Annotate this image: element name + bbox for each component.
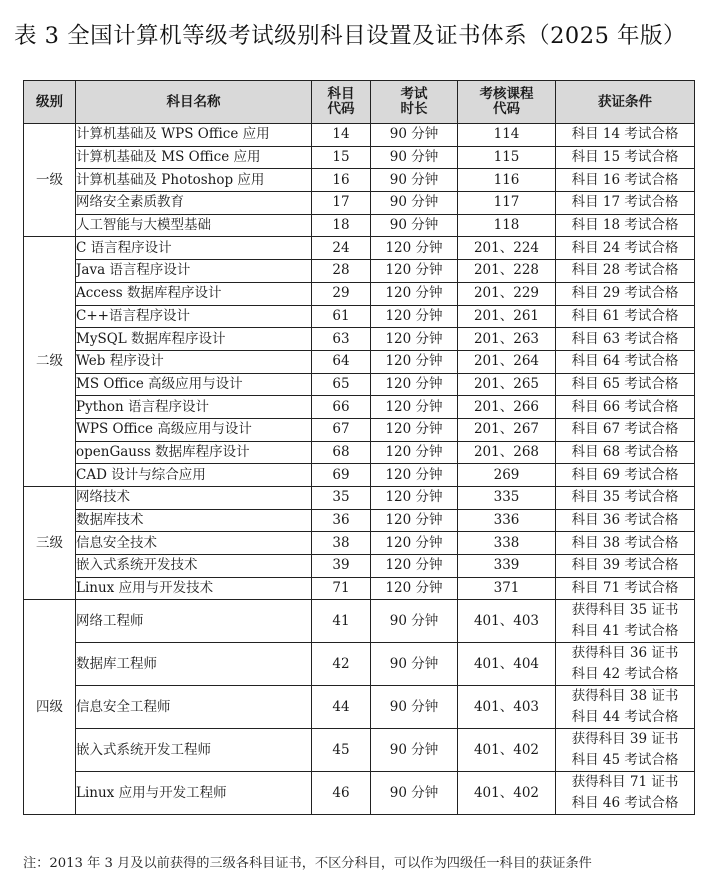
- course-code: 201、261: [458, 305, 556, 328]
- course-code: 201、264: [458, 350, 556, 373]
- subject-code: 41: [312, 600, 371, 643]
- subject-name: Web 程序设计: [76, 350, 312, 373]
- subject-name: Java 语言程序设计: [76, 260, 312, 283]
- subject-name: 计算机基础及 Photoshop 应用: [76, 169, 312, 192]
- certification-condition: 科目 66 考试合格: [556, 396, 695, 419]
- table-row: [24, 487, 695, 510]
- exam-duration: 120 分钟: [371, 532, 458, 555]
- subject-code: 17: [312, 192, 371, 215]
- course-code: 401、402: [458, 729, 556, 772]
- table-row: [24, 729, 695, 772]
- subject-code: 35: [312, 487, 371, 510]
- exam-duration: 120 分钟: [371, 282, 458, 305]
- certification-condition: 科目 36 考试合格: [556, 509, 695, 532]
- certification-condition: 科目 15 考试合格: [556, 146, 695, 169]
- exam-duration: 90 分钟: [371, 214, 458, 237]
- course-code: 116: [458, 169, 556, 192]
- course-code: 201、267: [458, 418, 556, 441]
- table-row: [24, 772, 695, 815]
- course-code: 118: [458, 214, 556, 237]
- exam-duration: 120 分钟: [371, 237, 458, 260]
- subject-name: 网络安全素质教育: [76, 192, 312, 215]
- exam-duration: 90 分钟: [371, 729, 458, 772]
- header-level: 级别: [24, 81, 76, 124]
- table-row: [24, 192, 695, 215]
- certification-condition: 科目 35 考试合格: [556, 487, 695, 510]
- subject-code: 67: [312, 418, 371, 441]
- table-row: [24, 643, 695, 686]
- table-row: [24, 396, 695, 419]
- subject-code: 42: [312, 643, 371, 686]
- table-header-row: [24, 81, 695, 124]
- subject-code: 71: [312, 577, 371, 600]
- subject-name: 网络技术: [76, 487, 312, 510]
- subject-code: 45: [312, 729, 371, 772]
- table-row: [24, 577, 695, 600]
- subject-code: 64: [312, 350, 371, 373]
- condition-line1: 获得科目 38 证书: [571, 688, 679, 705]
- table-row: [24, 124, 695, 147]
- certification-condition: 科目 39 考试合格: [556, 555, 695, 578]
- condition-line1: 获得科目 71 证书: [571, 774, 679, 791]
- subject-name: 网络工程师: [76, 600, 312, 643]
- subject-code: 24: [312, 237, 371, 260]
- table-row: [24, 305, 695, 328]
- subject-code: 63: [312, 328, 371, 351]
- condition-line2: 科目 46 考试合格: [571, 795, 679, 812]
- subject-name: Python 语言程序设计: [76, 396, 312, 419]
- exam-duration: 120 分钟: [371, 577, 458, 600]
- table-row: [24, 686, 695, 729]
- exam-duration: 120 分钟: [371, 350, 458, 373]
- exam-duration: 120 分钟: [371, 418, 458, 441]
- exam-duration: 120 分钟: [371, 487, 458, 510]
- table-row: [24, 169, 695, 192]
- certification-condition: 科目 28 考试合格: [556, 260, 695, 283]
- subject-name: C++语言程序设计: [76, 305, 312, 328]
- certification-condition: 科目 67 考试合格: [556, 418, 695, 441]
- header-condition: 获证条件: [556, 81, 695, 124]
- subject-code: 36: [312, 509, 371, 532]
- exam-duration: 90 分钟: [371, 192, 458, 215]
- table-row: [24, 328, 695, 351]
- subject-name: Linux 应用与开发技术: [76, 577, 312, 600]
- table-row: [24, 350, 695, 373]
- subject-code: 14: [312, 124, 371, 147]
- subject-code: 66: [312, 396, 371, 419]
- course-code: 201、268: [458, 441, 556, 464]
- subject-name: 嵌入式系统开发工程师: [76, 729, 312, 772]
- course-code: 335: [458, 487, 556, 510]
- course-code: 339: [458, 555, 556, 578]
- certification-condition: [556, 600, 695, 643]
- exam-duration: 120 分钟: [371, 260, 458, 283]
- table-body: [24, 124, 695, 815]
- certification-condition: 科目 29 考试合格: [556, 282, 695, 305]
- subject-name: C 语言程序设计: [76, 237, 312, 260]
- table-row: [24, 600, 695, 643]
- header-duration: [371, 81, 458, 124]
- exam-duration: 120 分钟: [371, 464, 458, 487]
- exam-duration: 120 分钟: [371, 328, 458, 351]
- exam-duration: 120 分钟: [371, 441, 458, 464]
- subject-name: MySQL 数据库程序设计: [76, 328, 312, 351]
- subject-name: 计算机基础及 MS Office 应用: [76, 146, 312, 169]
- header-duration-line1: 考试: [400, 86, 428, 102]
- certification-condition: 科目 71 考试合格: [556, 577, 695, 600]
- condition-line1: 获得科目 39 证书: [571, 731, 679, 748]
- subject-name: 信息安全工程师: [76, 686, 312, 729]
- course-code: 201、265: [458, 373, 556, 396]
- subject-name: WPS Office 高级应用与设计: [76, 418, 312, 441]
- subject-name: 计算机基础及 WPS Office 应用: [76, 124, 312, 147]
- subject-name: 嵌入式系统开发技术: [76, 555, 312, 578]
- header-course-code: [458, 81, 556, 124]
- table-row: [24, 282, 695, 305]
- certification-condition: 科目 64 考试合格: [556, 350, 695, 373]
- certification-condition: [556, 772, 695, 815]
- table-row: [24, 373, 695, 396]
- subject-code: 69: [312, 464, 371, 487]
- table-row: [24, 146, 695, 169]
- subject-code: 46: [312, 772, 371, 815]
- exam-duration: 90 分钟: [371, 146, 458, 169]
- subject-code: 18: [312, 214, 371, 237]
- table-row: [24, 509, 695, 532]
- course-code: 201、228: [458, 260, 556, 283]
- subject-code: 65: [312, 373, 371, 396]
- subject-name: 信息安全技术: [76, 532, 312, 555]
- subject-name: 数据库技术: [76, 509, 312, 532]
- subject-code: 16: [312, 169, 371, 192]
- course-code: 336: [458, 509, 556, 532]
- condition-line2: 科目 42 考试合格: [571, 666, 679, 683]
- subject-code: 44: [312, 686, 371, 729]
- table-row: [24, 464, 695, 487]
- exam-duration: 90 分钟: [371, 124, 458, 147]
- exam-duration: 120 分钟: [371, 305, 458, 328]
- header-duration-line2: 时长: [400, 101, 428, 117]
- exam-subject-table: [23, 80, 695, 815]
- certification-condition: 科目 69 考试合格: [556, 464, 695, 487]
- subject-name: 数据库工程师: [76, 643, 312, 686]
- table-row: [24, 418, 695, 441]
- footnote: 注：2013 年 3 月及以前获得的三级各科目证书，不区分科目，可以作为四级任一科目的获证条件: [23, 856, 592, 871]
- exam-duration: 90 分钟: [371, 169, 458, 192]
- certification-condition: 科目 24 考试合格: [556, 237, 695, 260]
- certification-condition: 科目 65 考试合格: [556, 373, 695, 396]
- course-code: 201、224: [458, 237, 556, 260]
- header-code-line2: 代码: [327, 101, 355, 117]
- subject-name: Linux 应用与开发工程师: [76, 772, 312, 815]
- exam-duration: 90 分钟: [371, 686, 458, 729]
- course-code: 338: [458, 532, 556, 555]
- table-row: [24, 237, 695, 260]
- certification-condition: 科目 16 考试合格: [556, 169, 695, 192]
- table-row: [24, 260, 695, 283]
- header-code-line1: 科目: [327, 86, 355, 102]
- course-code: 371: [458, 577, 556, 600]
- certification-condition: [556, 643, 695, 686]
- course-code: 201、229: [458, 282, 556, 305]
- table-title: 表 3 全国计算机等级考试级别科目设置及证书体系（2025 年版）: [14, 23, 687, 49]
- header-course-line1: 考核课程: [479, 86, 534, 102]
- certification-condition: 科目 38 考试合格: [556, 532, 695, 555]
- certification-condition: 科目 17 考试合格: [556, 192, 695, 215]
- exam-duration: 120 分钟: [371, 509, 458, 532]
- table-row: [24, 214, 695, 237]
- condition-line2: 科目 41 考试合格: [571, 623, 679, 640]
- subject-code: 39: [312, 555, 371, 578]
- subject-name: CAD 设计与综合应用: [76, 464, 312, 487]
- condition-line1: 获得科目 36 证书: [571, 645, 679, 662]
- certification-condition: [556, 729, 695, 772]
- subject-name: Access 数据库程序设计: [76, 282, 312, 305]
- subject-name: 人工智能与大模型基础: [76, 214, 312, 237]
- certification-condition: [556, 686, 695, 729]
- subject-name: MS Office 高级应用与设计: [76, 373, 312, 396]
- exam-duration: 120 分钟: [371, 396, 458, 419]
- course-code: 114: [458, 124, 556, 147]
- subject-code: 29: [312, 282, 371, 305]
- exam-duration: 90 分钟: [371, 600, 458, 643]
- course-code: 401、404: [458, 643, 556, 686]
- course-code: 201、263: [458, 328, 556, 351]
- certification-condition: 科目 18 考试合格: [556, 214, 695, 237]
- exam-duration: 120 分钟: [371, 555, 458, 578]
- subject-code: 28: [312, 260, 371, 283]
- certification-condition: 科目 63 考试合格: [556, 328, 695, 351]
- course-code: 201、266: [458, 396, 556, 419]
- subject-code: 68: [312, 441, 371, 464]
- certification-condition: 科目 68 考试合格: [556, 441, 695, 464]
- level-cell: 三级: [24, 487, 76, 600]
- table-row: [24, 532, 695, 555]
- course-code: 401、402: [458, 772, 556, 815]
- header-subject-name: 科目名称: [76, 81, 312, 124]
- course-code: 115: [458, 146, 556, 169]
- table-row: [24, 441, 695, 464]
- header-course-line2: 代码: [493, 101, 520, 117]
- condition-line2: 科目 45 考试合格: [571, 752, 679, 769]
- header-subject-code: [312, 81, 371, 124]
- level-cell: 二级: [24, 237, 76, 487]
- course-code: 401、403: [458, 600, 556, 643]
- table-row: [24, 555, 695, 578]
- certification-condition: 科目 61 考试合格: [556, 305, 695, 328]
- exam-duration: 90 分钟: [371, 772, 458, 815]
- course-code: 117: [458, 192, 556, 215]
- course-code: 269: [458, 464, 556, 487]
- certification-condition: 科目 14 考试合格: [556, 124, 695, 147]
- condition-line1: 获得科目 35 证书: [571, 602, 679, 619]
- subject-code: 38: [312, 532, 371, 555]
- level-cell: 一级: [24, 124, 76, 237]
- exam-duration: 90 分钟: [371, 643, 458, 686]
- condition-line2: 科目 44 考试合格: [571, 709, 679, 726]
- subject-code: 15: [312, 146, 371, 169]
- subject-code: 61: [312, 305, 371, 328]
- course-code: 401、403: [458, 686, 556, 729]
- subject-name: openGauss 数据库程序设计: [76, 441, 312, 464]
- level-cell: 四级: [24, 600, 76, 815]
- exam-duration: 120 分钟: [371, 373, 458, 396]
